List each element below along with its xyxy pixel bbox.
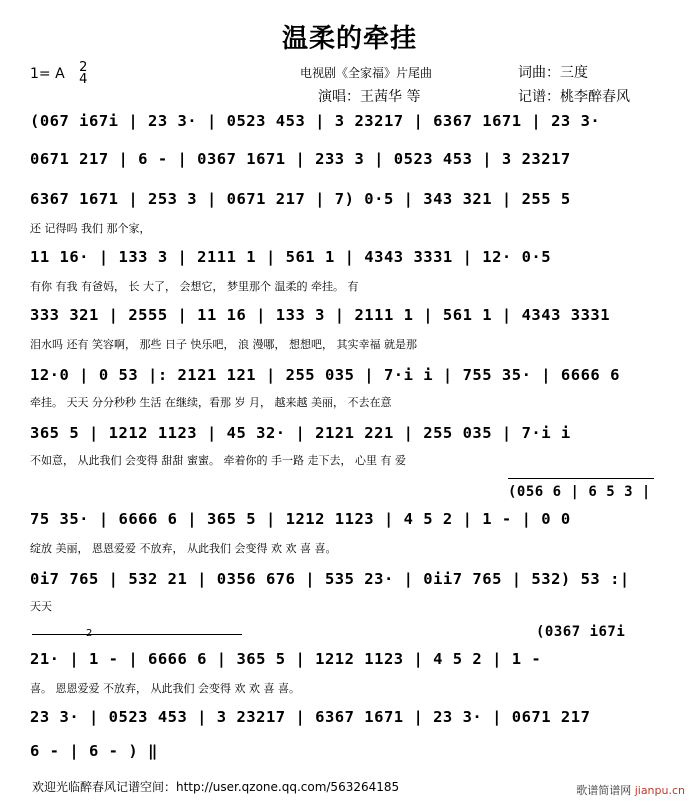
time-signature-top: 2	[79, 60, 88, 75]
time-signature-bottom: 4	[79, 72, 88, 87]
score-line-1: (067 i67i | 23 3· | 0523 453 | 3 23217 | 6367 1671 | 23 3·	[30, 112, 601, 130]
score-line-5: 333 321 | 2555 | 11 16 | 133 3 | 2111 1 | 561 1 | 4343 3331	[30, 306, 611, 324]
score-aux-line-10: (0367 i67i	[536, 624, 626, 640]
site-watermark: jianpu.cn	[634, 784, 685, 797]
score-line-4: 11 16· | 133 3 | 2111 1 | 561 1 | 4343 3331 | 12· 0·5	[30, 248, 552, 266]
lyric-line-3: 还 记得吗 我们 那个家，	[30, 222, 151, 235]
key-label: 1= A	[30, 66, 65, 82]
score-line-9: 0i7 765 | 532 21 | 0356 676 | 535 23· | 0ii7 765 | 532) 53 :|	[30, 570, 630, 588]
second-ending-number: 2	[86, 628, 93, 639]
key-signature	[30, 62, 87, 86]
volta-bracket	[508, 478, 654, 479]
score-line-7: 365 5 | 1212 1123 | 45 32· | 2121 221 | 255 035 | 7·i i	[30, 424, 571, 442]
transcriber-credit: 记谱：桃李醉春风	[518, 89, 630, 105]
singer-credit: 演唱：王茜华 等	[318, 89, 421, 105]
score-line-12: 6 - | 6 - ) ‖	[30, 742, 158, 760]
lyricist-credit: 词曲：三度	[518, 65, 588, 81]
time-signature	[79, 62, 87, 86]
score-line-3: 6367 1671 | 253 3 | 0671 217 | 7) 0·5 | 343 321 | 255 5	[30, 190, 571, 208]
site-credit	[576, 782, 685, 798]
lyric-line-10: 喜。 恩恩爱爱 不放弃， 从此我们 会变得 欢 欢 喜 喜。	[30, 682, 300, 695]
score-aux-line-8: (056 6 | 6 5 3 |	[508, 484, 651, 500]
footer-note: 欢迎光临醉春风记谱空间：http://user.qzone.qq.com/563264185	[32, 780, 400, 794]
lyric-line-7: 不如意， 从此我们 会变得 甜甜 蜜蜜。 牵着你的 手一路 走下去， 心里 有 爱	[30, 454, 406, 467]
site-name: 歌谱简谱网	[576, 784, 632, 797]
score-line-11: 23 3· | 0523 453 | 3 23217 | 6367 1671 | 23 3· | 0671 217	[30, 708, 591, 726]
lyric-line-4: 有你 有我 有爸妈， 长 大了， 会想它， 梦里那个 温柔的 牵挂。 有	[30, 280, 359, 293]
song-subtitle: 电视剧《全家福》片尾曲	[300, 66, 433, 80]
second-ending-bracket	[32, 634, 242, 635]
score-line-6: 12·0 | 0 53 |: 2121 121 | 255 035 | 7·i i | 755 35· | 6666 6	[30, 366, 620, 384]
lyric-line-9: 天天	[30, 600, 52, 613]
score-line-2: 0671 217 | 6 - | 0367 1671 | 233 3 | 0523 453 | 3 23217	[30, 150, 571, 168]
lyric-line-5: 泪水吗 还有 笑容啊， 那些 日子 快乐吧， 浪 漫哪， 想想吧， 其实幸福 就是那	[30, 338, 417, 351]
lyric-line-6: 牵挂。 天天 分分秒秒 生活 在继续，看那 岁 月， 越来越 美丽， 不去在意	[30, 396, 392, 409]
score-title: 温柔的牵挂	[281, 24, 417, 54]
score-line-10: 21· | 1 - | 6666 6 | 365 5 | 1212 1123 | 4 5 2 | 1 -	[30, 650, 542, 668]
lyric-line-8: 绽放 美丽， 恩恩爱爱 不放弃， 从此我们 会变得 欢 欢 喜 喜。	[30, 542, 337, 555]
score-line-8: 75 35· | 6666 6 | 365 5 | 1212 1123 | 4 5 2 | 1 - | 0 0	[30, 510, 571, 528]
